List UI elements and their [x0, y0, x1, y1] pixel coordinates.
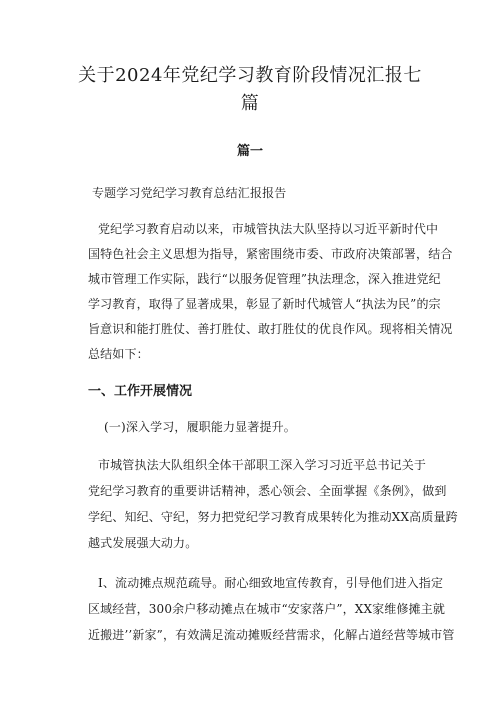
subtitle: 专题学习党纪学习教育总结汇报报告 [92, 186, 287, 200]
para-line: 党纪学习教育的重要讲话精神，悉心领会、全面掌握《条例》，做到 [88, 484, 447, 498]
para-line: 区域经营，300余户移动摊点在城市“安家落户”，XX家维修摊主就 [88, 602, 446, 616]
heading-work-progress: 一、工作开展情况 [88, 384, 193, 399]
section-label: 篇一 [236, 144, 263, 159]
intro-line: 国特色社会主义思想为指导，紧密围绕市委、市政府决策部署，结合 [88, 247, 453, 261]
document-title-line2: 篇 [240, 93, 260, 114]
intro-line: 旨意识和能打胜仗、善打胜仗、敢打胜仗的优良作风。现将相关情况 [88, 322, 453, 336]
subheading-study: (一)深入学习，履职能力显著提升。 [104, 420, 296, 434]
intro-line: 总结如下： [88, 347, 149, 361]
para-line: I、流动摊点规范疏导。耐心细致地宣传教育，引导他们进入指定 [98, 576, 444, 590]
intro-line: 党纪学习教育启动以来，市城管执法大队坚持以习近平新时代中 [98, 222, 439, 236]
para-line: 学纪、知纪、守纪，努力把党纪学习教育成果转化为推动XX高质量跨 [88, 510, 458, 524]
intro-line: 学习教育，取得了显著成果，彰显了新时代城管人“执法为民”的宗 [88, 297, 441, 311]
intro-line: 城市管理工作实际，践行“以服务促管理”执法理念，深入推进党纪 [88, 272, 441, 286]
para-line: 近搬进’’新家”，有效满足流动摊贩经营需求，化解占道经营等城市管 [88, 628, 455, 642]
document-title-line1: 关于2024年党纪学习教育阶段情况汇报七 [78, 65, 422, 86]
para-line: 市城管执法大队组织全体干部职工深入学习习近平总书记关于 [98, 458, 427, 472]
para-line: 越式发展强大动力。 [88, 536, 198, 550]
